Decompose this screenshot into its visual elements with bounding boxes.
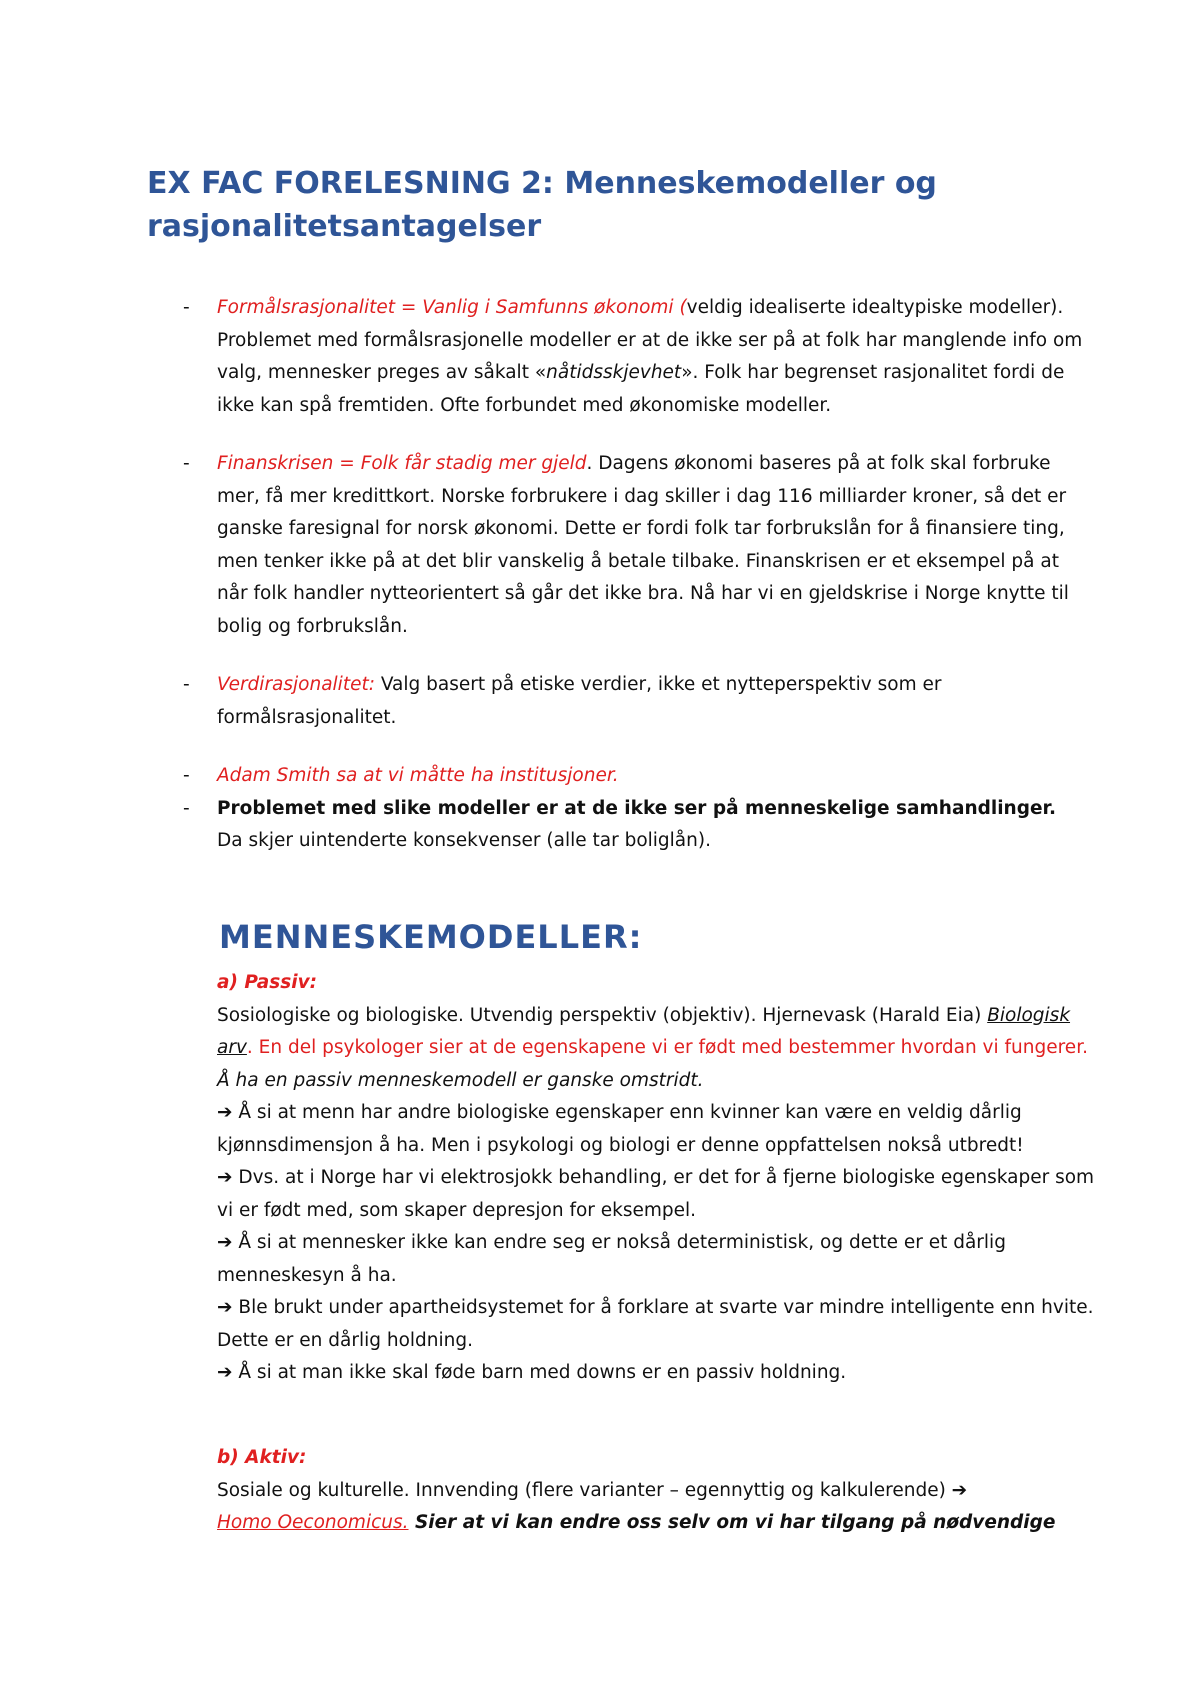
section-aktiv xyxy=(217,1442,1097,1540)
bullet-list xyxy=(183,292,1083,858)
body-text: Valg basert på etiske verdier, ikke et nytteperspektiv som er formålsrasjonalitet. xyxy=(217,674,942,728)
arrow-right-icon: ➔ xyxy=(217,1362,233,1383)
bullet-dash: - xyxy=(183,765,190,786)
term-formalsrasjonalitet: Formålsrasjonalitet xyxy=(217,297,395,318)
link-biologisk-arv[interactable]: Biologisk arv xyxy=(217,1004,1071,1058)
section-heading-menneskemodeller: MENNESKEMODELLER: xyxy=(219,918,643,956)
arrow-point xyxy=(217,1227,1097,1292)
bullet-dash: - xyxy=(183,797,190,819)
subheading-aktiv: b) Aktiv: xyxy=(217,1447,307,1468)
bullet-finanskrisen xyxy=(183,448,1083,643)
bullet-adam-smith xyxy=(183,760,1083,793)
body-text: veldig idealiserte idealtypiske modeller). Problemet med formålsrasjonelle modeller er at de ikke ser på at folk har manglende info om valg, mennesker preges av såkalt « xyxy=(217,297,1083,383)
arrow-point xyxy=(217,1097,1097,1162)
equals-sign: = xyxy=(333,453,361,474)
bullet-problemet xyxy=(183,793,1083,858)
body-text: Å si at menn har andre biologiske egenskaper enn kvinner kan være en veldig dårlig kjønnsdimensjon å ha. Men i psykologi og biologi er denne oppfattelsen nokså utbredt! xyxy=(217,1102,1024,1156)
bullet-dash: - xyxy=(183,453,190,474)
arrow-right-icon: ➔ xyxy=(217,1102,233,1123)
body-text: Da skjer uintenderte konsekvenser (alle tar boliglån). xyxy=(217,830,711,851)
red-text: . En del psykologer sier at de egenskapene vi er født med bestemmer hvordan vi fungerer. xyxy=(246,1037,1088,1058)
body-text: ». Folk har begrenset rasjonalitet fordi de ikke kan spå fremtiden. Ofte forbundet med økonomiske modeller. xyxy=(217,362,1065,416)
body-text: Sosiale og kulturelle. Innvending (flere varianter – egennyttig og kalkulerende) xyxy=(217,1479,952,1501)
term-natidsskjevhet: nåtidsskjevhet xyxy=(546,362,682,383)
body-text: . Dagens økonomi baseres på at folk skal forbruke mer, få mer kredittkort. Norske forbrukere i dag skiller i dag 116 milliarder kroner, så det er ganske faresignal for norsk økonomi. Dette er fordi folk tar forbrukslån for å finansiere ting, men tenker ikke på at det blir vanskelig å betale tilbake. Finanskrisen er et eksempel på at når folk handler nytteorientert så går det ikke bra. Nå har vi en gjeldskrise i Norge knytte til bolig og forbrukslån. xyxy=(217,453,1069,637)
body-text: Å si at man ikke skal føde barn med downs er en passiv holdning. xyxy=(232,1362,847,1383)
body-text: Å si at mennesker ikke kan endre seg er nokså deterministisk, og dette er et dårlig menneskesyn å ha. xyxy=(217,1232,1006,1286)
paragraph-aktiv xyxy=(217,1475,1097,1540)
section-passiv xyxy=(217,967,1097,1390)
adam-smith-text: Adam Smith sa at vi måtte ha institusjoner. xyxy=(217,765,619,786)
bold-statement: Problemet med slike modeller er at de ikke ser på menneskelige samhandlinger. xyxy=(217,797,1057,819)
arrow-point xyxy=(217,1162,1097,1227)
body-text: Sosiologiske og biologiske. Utvendig perspektiv (objektiv). Hjernevask (Harald Eia) xyxy=(217,1004,982,1026)
arrow-right-icon: ➔ xyxy=(217,1297,233,1318)
italic-text: Å ha en passiv menneskemodell er ganske omstridt. xyxy=(217,1069,704,1091)
arrow-right-icon: ➔ xyxy=(217,1167,233,1188)
arrow-point xyxy=(217,1292,1097,1357)
arrow-right-icon: ➔ xyxy=(217,1232,233,1253)
arrow-point xyxy=(217,1357,1097,1390)
link-homo-oeconomicus[interactable]: Homo Oeconomicus. xyxy=(217,1512,409,1533)
definition-text: Folk får stadig mer gjeld xyxy=(360,453,587,474)
bold-italic-text: Sier at vi kan endre oss selv om vi har tilgang på nødvendige xyxy=(408,1512,1056,1533)
term-verdirasjonalitet: Verdirasjonalitet: xyxy=(217,674,375,695)
bullet-dash: - xyxy=(183,297,190,318)
arrow-right-icon: ➔ xyxy=(951,1479,968,1501)
equals-sign: = xyxy=(394,297,423,318)
subheading-passiv: a) Passiv: xyxy=(217,972,318,993)
paragraph-passiv-intro xyxy=(217,1000,1097,1098)
page-title: EX FAC FORELESNING 2: Menneskemodeller og rasjonalitetsantagelser xyxy=(147,166,937,244)
term-finanskrisen: Finanskrisen xyxy=(217,453,334,474)
bullet-formalsrasjonalitet xyxy=(183,292,1083,422)
body-text: Dvs. at i Norge har vi elektrosjokk behandling, er det for å fjerne biologiske egenskaper som vi er født med, som skaper depresjon for eksempel. xyxy=(217,1167,1095,1221)
bullet-verdirasjonalitet xyxy=(183,669,1083,734)
definition-text: Vanlig i Samfunns økonomi ( xyxy=(422,297,687,318)
bullet-dash: - xyxy=(183,674,190,695)
body-text: Ble brukt under apartheidsystemet for å forklare at svarte var mindre intelligente enn hvite. Dette er en dårlig holdning. xyxy=(217,1297,1094,1351)
